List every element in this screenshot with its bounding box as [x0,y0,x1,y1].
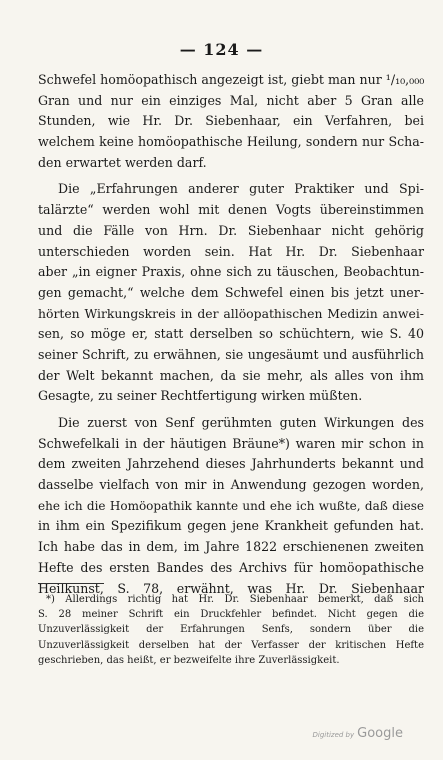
text-line: hörten Wirkungskreis in der allöopathischen Medizin anwei- [38,305,424,321]
text-line: talärzte“ werden wohl mit denen Vogts übereinstimmen [38,202,424,218]
watermark-prefix: Digitized by [312,731,355,739]
text-line: Die zuerst von Senf gerühmten guten Wirkungen des [58,415,424,430]
text-line: den erwartet werden darf. [38,154,207,170]
text-line: ehe ich die Homöopathik kannte und ehe ich wußte, daß diese [38,498,424,513]
text-line: unterschieden worden sein. Hat Hr. Dr. Siebenhaar [38,243,424,259]
text-line: Schwefelkali in der häutigen Bräune*) waren mir schon in [38,435,424,451]
text-line: aber „in eigner Praxis, ohne sich zu täuschen, Beobachtun- [38,264,424,280]
footnote-line: Unzuverlässigkeit derselben hat der Verfasser der kritischen Hefte [38,639,424,651]
footnote-line: S. 28 meiner Schrift ein Druckfehler befindet. Nicht gegen die [38,609,424,621]
text-line: Stunden, wie Hr. Dr. Siebenhaar, ein Verfahren, bei [38,113,424,129]
text-line: welchem keine homöopathische Heilung, sondern nur Scha- [38,134,424,150]
text-line: und die Fälle von Hrn. Dr. Siebenhaar nicht gehörig [38,222,424,238]
text-line: Schwefel homöopathisch angezeigt ist, giebt man nur ¹/₁₀,₀₀₀ [38,72,425,87]
text-line: Hefte des ersten Bandes des Archivs für homöopathische [38,559,424,575]
footnote-line: geschrieben, das heißt, er bezweifelte ihre Zuverlässigkeit. [38,654,340,666]
text-line: in ihm ein Spezifikum gegen jene Krankheit gefunden hat. [38,518,424,534]
text-line: sen, so möge er, statt derselben so schüchtern, wie S. 40 [38,326,424,342]
text-line: gen gemacht,“ welche dem Schwefel einen bis jetzt uner- [38,284,424,300]
text-line: Heilkunst, S. 78, erwähnt, was Hr. Dr. Siebenhaar [38,580,424,596]
text-line: Die „Erfahrungen anderer guter Praktiker und Spi- [58,181,424,197]
text-line: dem zweiten Jahrzehend dieses Jahrhunderts bekannt und [38,456,424,472]
text-line: Ich habe das in dem, im Jahre 1822 erschienenen zweiten [38,539,424,555]
text-line: Gesagte, zu seiner Rechtfertigung wirken müßten. [38,388,363,404]
footnote-line: Unzuverlässigkeit der Erfahrungen Senfs, sondern über die [38,624,424,636]
google-logo: Google [357,726,403,741]
digitization-watermark [313,726,404,741]
body-text [38,70,424,599]
footnote-line: *) Allerdings richtig hat Hr. Dr. Siebenhaar bemerkt, daß sich [46,594,424,605]
text-line: seiner Schrift, zu erwähnen, sie ungesäumt und ausführlich [38,346,424,362]
page-number: — 124 — [179,40,264,59]
text-line: Gran und nur ein einziges Mal, nicht aber 5 Gran alle [38,92,424,108]
footnote [38,592,424,668]
text-line: der Welt bekannt machen, da sie mehr, als alles von ihm [38,367,424,383]
footnote-divider [38,583,104,584]
text-line: dasselbe vielfach von mir in Anwendung gezogen worden, [38,477,424,493]
